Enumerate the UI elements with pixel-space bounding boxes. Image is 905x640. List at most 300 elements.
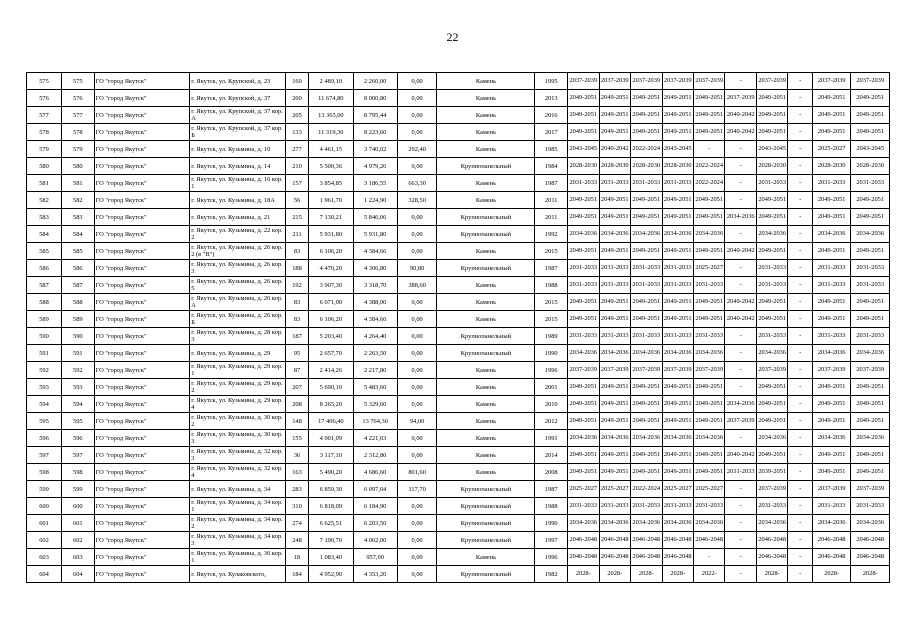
repair-period-cell: 2049-2051 — [662, 396, 693, 413]
row-number-cell: 582 — [27, 192, 62, 209]
repair-period-cell: 2049-2051 — [756, 311, 787, 328]
repair-period-cell: - — [788, 90, 812, 107]
repair-period-cell: 2049-2051 — [568, 294, 599, 311]
row-id-cell: 596 — [61, 430, 94, 447]
row-number-cell: 580 — [27, 158, 62, 175]
owner-cell: ГО "город Якутск" — [94, 532, 190, 549]
build-year-cell: 2008 — [535, 464, 568, 481]
repair-period-cell: 2037-2039 — [851, 73, 890, 90]
wall-material-cell: Камень — [437, 447, 535, 464]
repair-period-cell: - — [788, 73, 812, 90]
wall-material-cell: Камень — [437, 362, 535, 379]
repair-period-cell: 2049-2051 — [631, 413, 662, 430]
residents-count-cell: 208 — [285, 396, 308, 413]
address-cell: г. Якутск, ул. Кузьмина, д. 29 кор. 4 — [190, 396, 286, 413]
repair-period-cell: 2034-2036 — [662, 430, 693, 447]
repair-period-cell: 2031-2033 — [568, 498, 599, 515]
repair-period-cell: 2031-2033 — [812, 328, 850, 345]
repair-period-cell: 2034-2036 — [631, 345, 662, 362]
repair-period-cell: 2049-2051 — [599, 413, 630, 430]
table-row — [27, 141, 890, 158]
repair-period-cell: - — [788, 107, 812, 124]
row-id-cell: 588 — [61, 294, 94, 311]
repair-period-cell: 2039-2051 — [756, 464, 787, 481]
owner-cell: ГО "город Якутск" — [94, 90, 190, 107]
repair-period-cell: 2049-2051 — [756, 413, 787, 430]
address-cell: г. Якутск, ул. Кузьмина, д. 10 — [190, 141, 286, 158]
row-id-cell: 604 — [61, 566, 94, 583]
total-area-cell: 7 130,21 — [309, 209, 353, 226]
repair-period-cell: 2049-2051 — [693, 90, 724, 107]
row-number-cell: 578 — [27, 124, 62, 141]
repair-period-cell: 2031-2033 — [662, 277, 693, 294]
table-row — [27, 192, 890, 209]
living-area-cell: 8 223,60 — [353, 124, 397, 141]
repair-period-cell: 2049-2051 — [599, 464, 630, 481]
repair-period-cell: 2049-2051 — [756, 90, 787, 107]
repair-period-cell: 2037-2039 — [662, 362, 693, 379]
repair-period-cell: 2049-2051 — [851, 192, 890, 209]
row-id-cell: 585 — [61, 243, 94, 260]
table-row — [27, 243, 890, 260]
build-year-cell: 2015 — [535, 311, 568, 328]
repair-period-cell: 2031-2033 — [568, 328, 599, 345]
owner-cell: ГО "город Якутск" — [94, 447, 190, 464]
repair-period-cell: 2049-2051 — [568, 447, 599, 464]
address-cell: г. Якутск, ул. Кузьмина, д. 26 кор. 5 — [190, 277, 286, 294]
nonresidential-area-cell: 0,00 — [397, 549, 437, 566]
repair-period-cell: 2049-2051 — [756, 396, 787, 413]
repair-period-cell: 2043-2045 — [756, 141, 787, 158]
repair-period-cell: 2049-2051 — [599, 107, 630, 124]
address-cell: г. Якутск, ул. Кузьмина, д. 22 кор. 2 — [190, 226, 286, 243]
repair-period-cell: 2040-2042 — [725, 243, 756, 260]
owner-cell: ГО "город Якутск" — [94, 243, 190, 260]
build-year-cell: 2011 — [535, 192, 568, 209]
repair-period-cell: 2049-2051 — [756, 124, 787, 141]
address-cell: г. Якутск, ул. Кузьмина, д. 34 кор. 3 — [190, 532, 286, 549]
repair-period-cell: 2049-2051 — [568, 209, 599, 226]
row-id-cell: 600 — [61, 498, 94, 515]
repair-period-cell: 2049-2051 — [568, 311, 599, 328]
repair-period-cell: 2034-2036 — [812, 226, 850, 243]
repair-period-cell: 2046-2048 — [756, 532, 787, 549]
build-year-cell: 2014 — [535, 447, 568, 464]
repair-period-cell: 2046-2048 — [851, 549, 890, 566]
repair-period-cell: 2049-2051 — [693, 294, 724, 311]
owner-cell: ГО "город Якутск" — [94, 277, 190, 294]
repair-period-cell: 2034-2036 — [851, 345, 890, 362]
table-row — [27, 328, 890, 345]
total-area-cell: 2 489,10 — [309, 73, 353, 90]
repair-period-cell: - — [788, 515, 812, 532]
repair-period-cell: 2049-2051 — [662, 447, 693, 464]
page-number: 22 — [446, 30, 459, 44]
address-cell: г. Якутск, ул. Крупской, д. 37 кор. А — [190, 107, 286, 124]
repair-period-cell: 2034-2036 — [756, 515, 787, 532]
repair-period-cell: - — [725, 175, 756, 192]
repair-period-cell: 2037-2039 — [599, 362, 630, 379]
row-id-cell: 602 — [61, 532, 94, 549]
living-area-cell: 2 263,50 — [353, 345, 397, 362]
repair-period-cell: 2034-2036 — [662, 226, 693, 243]
repair-period-cell: 2022-2024 — [693, 158, 724, 175]
repair-period-cell: 2040-2042 — [725, 311, 756, 328]
repair-period-cell: 2049-2051 — [599, 209, 630, 226]
repair-period-cell: 2037-2039 — [631, 73, 662, 90]
repair-period-cell: - — [725, 328, 756, 345]
repair-period-cell: 2034-2036 — [756, 430, 787, 447]
repair-period-cell: 2025-2027 — [812, 141, 850, 158]
repair-period-cell: 2028-2030 — [756, 158, 787, 175]
repair-period-cell: 2022- — [693, 566, 724, 583]
total-area-cell: 8 265,20 — [309, 396, 353, 413]
wall-material-cell: Крупнопанельный — [437, 345, 535, 362]
row-id-cell: 599 — [61, 481, 94, 498]
repair-period-cell: 2049-2051 — [756, 209, 787, 226]
address-cell: г. Якутск, ул. Кузьмина, д. 21 — [190, 209, 286, 226]
repair-period-cell: 2037-2039 — [812, 362, 850, 379]
repair-period-cell: 2031-2033 — [631, 498, 662, 515]
total-area-cell: 3 854,85 — [309, 175, 353, 192]
repair-period-cell: 2028- — [851, 566, 890, 583]
address-cell: г. Якутск, ул. Кузьмина, д. 34 — [190, 481, 286, 498]
repair-period-cell: 2049-2051 — [756, 447, 787, 464]
repair-period-cell: 2031-2033 — [631, 277, 662, 294]
owner-cell: ГО "город Якутск" — [94, 396, 190, 413]
living-area-cell: 6 203,50 — [353, 515, 397, 532]
address-cell: г. Якутск, ул. Крупской, д. 23 — [190, 73, 286, 90]
wall-material-cell: Камень — [437, 107, 535, 124]
repair-period-cell: - — [725, 379, 756, 396]
repair-period-cell: 2037-2039 — [693, 362, 724, 379]
row-id-cell: 592 — [61, 362, 94, 379]
build-year-cell: 1991 — [535, 430, 568, 447]
residents-count-cell: 95 — [285, 345, 308, 362]
row-number-cell: 589 — [27, 311, 62, 328]
repair-period-cell: 2031-2033 — [631, 175, 662, 192]
repair-period-cell: - — [788, 345, 812, 362]
repair-period-cell: 2031-2033 — [662, 175, 693, 192]
repair-period-cell: 2031-2033 — [812, 175, 850, 192]
residents-count-cell: 184 — [285, 566, 308, 583]
wall-material-cell: Камень — [437, 124, 535, 141]
owner-cell: ГО "город Якутск" — [94, 362, 190, 379]
row-id-cell: 597 — [61, 447, 94, 464]
repair-period-cell: 2037-2039 — [812, 481, 850, 498]
row-id-cell: 584 — [61, 226, 94, 243]
row-number-cell: 595 — [27, 413, 62, 430]
residents-count-cell: 310 — [285, 498, 308, 515]
repair-period-cell: 2049-2051 — [812, 192, 850, 209]
repair-period-cell: 2034-2036 — [599, 430, 630, 447]
owner-cell: ГО "город Якутск" — [94, 175, 190, 192]
row-number-cell: 602 — [27, 532, 62, 549]
residents-count-cell: 83 — [285, 243, 308, 260]
total-area-cell: 5 931,80 — [309, 226, 353, 243]
repair-period-cell: 2031-2033 — [693, 328, 724, 345]
repair-period-cell: 2049-2051 — [568, 396, 599, 413]
repair-period-cell: 2031-2033 — [599, 328, 630, 345]
table-row — [27, 175, 890, 192]
living-area-cell: 13 764,30 — [353, 413, 397, 430]
repair-period-cell: 2034-2036 — [693, 345, 724, 362]
repair-period-cell: 2049-2051 — [599, 90, 630, 107]
wall-material-cell: Камень — [437, 175, 535, 192]
table-row — [27, 566, 890, 583]
repair-period-cell: 2046-2048 — [631, 549, 662, 566]
row-id-cell: 579 — [61, 141, 94, 158]
repair-period-cell: 2046-2048 — [599, 549, 630, 566]
residents-count-cell: 36 — [285, 447, 308, 464]
residents-count-cell: 157 — [285, 175, 308, 192]
build-year-cell: 2013 — [535, 90, 568, 107]
repair-period-cell: - — [725, 192, 756, 209]
living-area-cell: 4 384,66 — [353, 243, 397, 260]
address-cell: г. Якутск, ул. Кузьмина, д. 34 кор. 2 — [190, 515, 286, 532]
row-id-cell: 578 — [61, 124, 94, 141]
repair-period-cell: 2049-2051 — [693, 396, 724, 413]
nonresidential-area-cell: 0,00 — [397, 515, 437, 532]
repair-period-cell: 2049-2051 — [812, 294, 850, 311]
total-area-cell: 5 690,10 — [309, 379, 353, 396]
owner-cell: ГО "город Якутск" — [94, 345, 190, 362]
repair-period-cell: 2049-2051 — [756, 379, 787, 396]
living-area-cell: 4 384,66 — [353, 311, 397, 328]
repair-period-cell: 2034-2036 — [599, 226, 630, 243]
repair-period-cell: 2049-2051 — [568, 192, 599, 209]
total-area-cell: 4 952,90 — [309, 566, 353, 583]
living-area-cell: 2 312,80 — [353, 447, 397, 464]
row-number-cell: 587 — [27, 277, 62, 294]
table-row — [27, 515, 890, 532]
address-cell: г. Якутск, ул. Кузьмина, д. 26 кор. 3 — [190, 260, 286, 277]
row-id-cell: 580 — [61, 158, 94, 175]
repair-period-cell: 2049-2051 — [756, 243, 787, 260]
repair-period-cell: 2049-2051 — [812, 379, 850, 396]
repair-period-cell: 2037-2039 — [851, 481, 890, 498]
address-cell: г. Якутск, ул. Кузьмина, д. 26 кор. А — [190, 294, 286, 311]
nonresidential-area-cell: 117,70 — [397, 481, 437, 498]
repair-period-cell: 2046-2048 — [851, 532, 890, 549]
owner-cell: ГО "город Якутск" — [94, 515, 190, 532]
repair-period-cell: 2046-2048 — [631, 532, 662, 549]
residents-count-cell: 160 — [285, 73, 308, 90]
repair-period-cell: 2028-2030 — [568, 158, 599, 175]
repair-period-cell: - — [725, 498, 756, 515]
repair-period-cell: 2046-2048 — [812, 549, 850, 566]
repair-period-cell: 2037-2039 — [568, 362, 599, 379]
living-area-cell: 4 221,03 — [353, 430, 397, 447]
repair-period-cell: 2049-2051 — [812, 413, 850, 430]
wall-material-cell: Камень — [437, 379, 535, 396]
repair-period-cell: - — [725, 73, 756, 90]
build-year-cell: 1997 — [535, 532, 568, 549]
repair-period-cell: 2031-2033 — [851, 260, 890, 277]
repair-period-cell: 2034-2036 — [756, 226, 787, 243]
owner-cell: ГО "город Якутск" — [94, 124, 190, 141]
owner-cell: ГО "город Якутск" — [94, 107, 190, 124]
row-id-cell: 575 — [61, 73, 94, 90]
table-row — [27, 447, 890, 464]
repair-period-cell: 2031-2033 — [851, 328, 890, 345]
nonresidential-area-cell: 0,00 — [397, 532, 437, 549]
repair-period-cell: 2028- — [812, 566, 850, 583]
owner-cell: ГО "город Якутск" — [94, 260, 190, 277]
build-year-cell: 1982 — [535, 566, 568, 583]
repair-period-cell: 2037-2039 — [756, 73, 787, 90]
repair-period-cell: 2049-2051 — [631, 294, 662, 311]
repair-period-cell: 2049-2051 — [693, 464, 724, 481]
wall-material-cell: Камень — [437, 277, 535, 294]
repair-period-cell: - — [725, 532, 756, 549]
residents-count-cell: 207 — [285, 379, 308, 396]
address-cell: г. Якутск, ул. Кулаковского, — [190, 566, 286, 583]
residents-count-cell: 87 — [285, 362, 308, 379]
table-row — [27, 464, 890, 481]
repair-period-cell: 2031-2033 — [851, 175, 890, 192]
row-id-cell: 594 — [61, 396, 94, 413]
address-cell: г. Якутск, ул. Кузьмина, д. 28 кор. 3 — [190, 328, 286, 345]
repair-period-cell: 2049-2051 — [631, 209, 662, 226]
build-year-cell: 1996 — [535, 549, 568, 566]
repair-period-cell: 2031-2033 — [693, 498, 724, 515]
build-year-cell: 2015 — [535, 243, 568, 260]
owner-cell: ГО "город Якутск" — [94, 481, 190, 498]
repair-period-cell: 2049-2051 — [631, 192, 662, 209]
residents-count-cell: 277 — [285, 141, 308, 158]
table-row — [27, 107, 890, 124]
repair-period-cell: 2031-2033 — [812, 277, 850, 294]
repair-period-cell: 2034-2036 — [756, 345, 787, 362]
repair-period-cell: - — [788, 141, 812, 158]
repair-period-cell: - — [725, 345, 756, 362]
living-area-cell: 4 062,00 — [353, 532, 397, 549]
nonresidential-area-cell: 328,50 — [397, 192, 437, 209]
row-number-cell: 603 — [27, 549, 62, 566]
residents-count-cell: 148 — [285, 413, 308, 430]
repair-period-cell: 2040-2042 — [725, 124, 756, 141]
total-area-cell: 6 106,20 — [309, 243, 353, 260]
nonresidential-area-cell: 0,00 — [397, 566, 437, 583]
repair-period-cell: 2049-2051 — [693, 379, 724, 396]
repair-period-cell: 2031-2033 — [568, 175, 599, 192]
repair-period-cell: 2040-2042 — [599, 141, 630, 158]
row-id-cell: 577 — [61, 107, 94, 124]
nonresidential-area-cell: 0,00 — [397, 396, 437, 413]
living-area-cell: 5 931,80 — [353, 226, 397, 243]
repair-period-cell: 2031-2033 — [756, 260, 787, 277]
wall-material-cell: Камень — [437, 294, 535, 311]
repair-period-cell: 2049-2051 — [756, 107, 787, 124]
residents-count-cell: 274 — [285, 515, 308, 532]
repair-period-cell: 2034-2036 — [812, 515, 850, 532]
repair-period-cell: - — [788, 532, 812, 549]
repair-period-cell: 2046-2048 — [599, 532, 630, 549]
repair-period-cell: - — [788, 566, 812, 583]
repair-period-cell: - — [725, 277, 756, 294]
living-area-cell: 8 795,44 — [353, 107, 397, 124]
repair-period-cell: 2049-2051 — [662, 192, 693, 209]
repair-period-cell: 2049-2051 — [662, 464, 693, 481]
repair-period-cell: 2025-2027 — [693, 481, 724, 498]
repair-period-cell: 2025-2027 — [568, 481, 599, 498]
repair-period-cell: 2037-2039 — [851, 362, 890, 379]
address-cell: г. Якутск, ул. Кузьмина, д. 32 кор. 3 — [190, 447, 286, 464]
build-year-cell: 2011 — [535, 209, 568, 226]
nonresidential-area-cell: 0,00 — [397, 328, 437, 345]
row-number-cell: 604 — [27, 566, 62, 583]
repair-period-cell: 2049-2051 — [851, 447, 890, 464]
repair-period-cell: 2049-2051 — [756, 294, 787, 311]
repair-period-cell: - — [725, 515, 756, 532]
address-cell: г. Якутск, ул. Кузьмина, д. 18А — [190, 192, 286, 209]
repair-period-cell: 2049-2051 — [599, 311, 630, 328]
repair-period-cell: 2037-2039 — [631, 362, 662, 379]
repair-period-cell: 2049-2051 — [693, 447, 724, 464]
repair-period-cell: 2034-2036 — [631, 226, 662, 243]
table-row — [27, 362, 890, 379]
owner-cell: ГО "город Якутск" — [94, 430, 190, 447]
repair-period-cell: 2043-2045 — [568, 141, 599, 158]
repair-period-cell: - — [725, 430, 756, 447]
total-area-cell: 6 818,09 — [309, 498, 353, 515]
residents-count-cell: 283 — [285, 481, 308, 498]
repair-period-cell: 2028- — [568, 566, 599, 583]
residents-count-cell: 187 — [285, 328, 308, 345]
repair-period-cell: 2031-2033 — [756, 328, 787, 345]
repair-period-cell: 2034-2036 — [568, 226, 599, 243]
row-number-cell: 600 — [27, 498, 62, 515]
repair-period-cell: 2040-2042 — [725, 107, 756, 124]
row-number-cell: 576 — [27, 90, 62, 107]
build-year-cell: 1989 — [535, 328, 568, 345]
living-area-cell: 3 318,70 — [353, 277, 397, 294]
total-area-cell: 5 490,20 — [309, 464, 353, 481]
repair-period-cell: 2031-2033 — [631, 260, 662, 277]
nonresidential-area-cell: 663,30 — [397, 175, 437, 192]
address-cell: г. Якутск, ул. Кузьмина, д. 30 кор. 2 — [190, 413, 286, 430]
wall-material-cell: Камень — [437, 90, 535, 107]
living-area-cell: 957,00 — [353, 549, 397, 566]
repair-period-cell: 2031-2033 — [599, 260, 630, 277]
build-year-cell: 1987 — [535, 175, 568, 192]
repair-period-cell: - — [788, 447, 812, 464]
repair-period-cell: 2025-2027 — [693, 260, 724, 277]
repair-period-cell: - — [788, 481, 812, 498]
build-year-cell: 1996 — [535, 362, 568, 379]
residents-count-cell: 211 — [285, 226, 308, 243]
repair-period-cell: 2049-2051 — [631, 90, 662, 107]
repair-period-cell: - — [788, 379, 812, 396]
repair-period-cell: 2037-2039 — [812, 73, 850, 90]
repair-period-cell: 2040-2042 — [725, 294, 756, 311]
nonresidential-area-cell: 0,00 — [397, 345, 437, 362]
total-area-cell: 4 461,15 — [309, 141, 353, 158]
living-area-cell: 4 306,80 — [353, 260, 397, 277]
living-area-cell: 2 217,80 — [353, 362, 397, 379]
repair-period-cell: 2025-2027 — [662, 481, 693, 498]
repair-period-cell: 2049-2051 — [662, 379, 693, 396]
repair-period-cell: 2049-2051 — [812, 90, 850, 107]
address-cell: г. Якутск, ул. Кузьмина, д. 26 кор. Б — [190, 311, 286, 328]
repair-period-cell: 2034-2036 — [725, 396, 756, 413]
wall-material-cell: Крупнопанельный — [437, 515, 535, 532]
repair-period-cell: 2049-2051 — [693, 124, 724, 141]
repair-period-cell: 2037-2039 — [725, 90, 756, 107]
nonresidential-area-cell: 0,00 — [397, 73, 437, 90]
repair-period-cell: 2049-2051 — [662, 413, 693, 430]
